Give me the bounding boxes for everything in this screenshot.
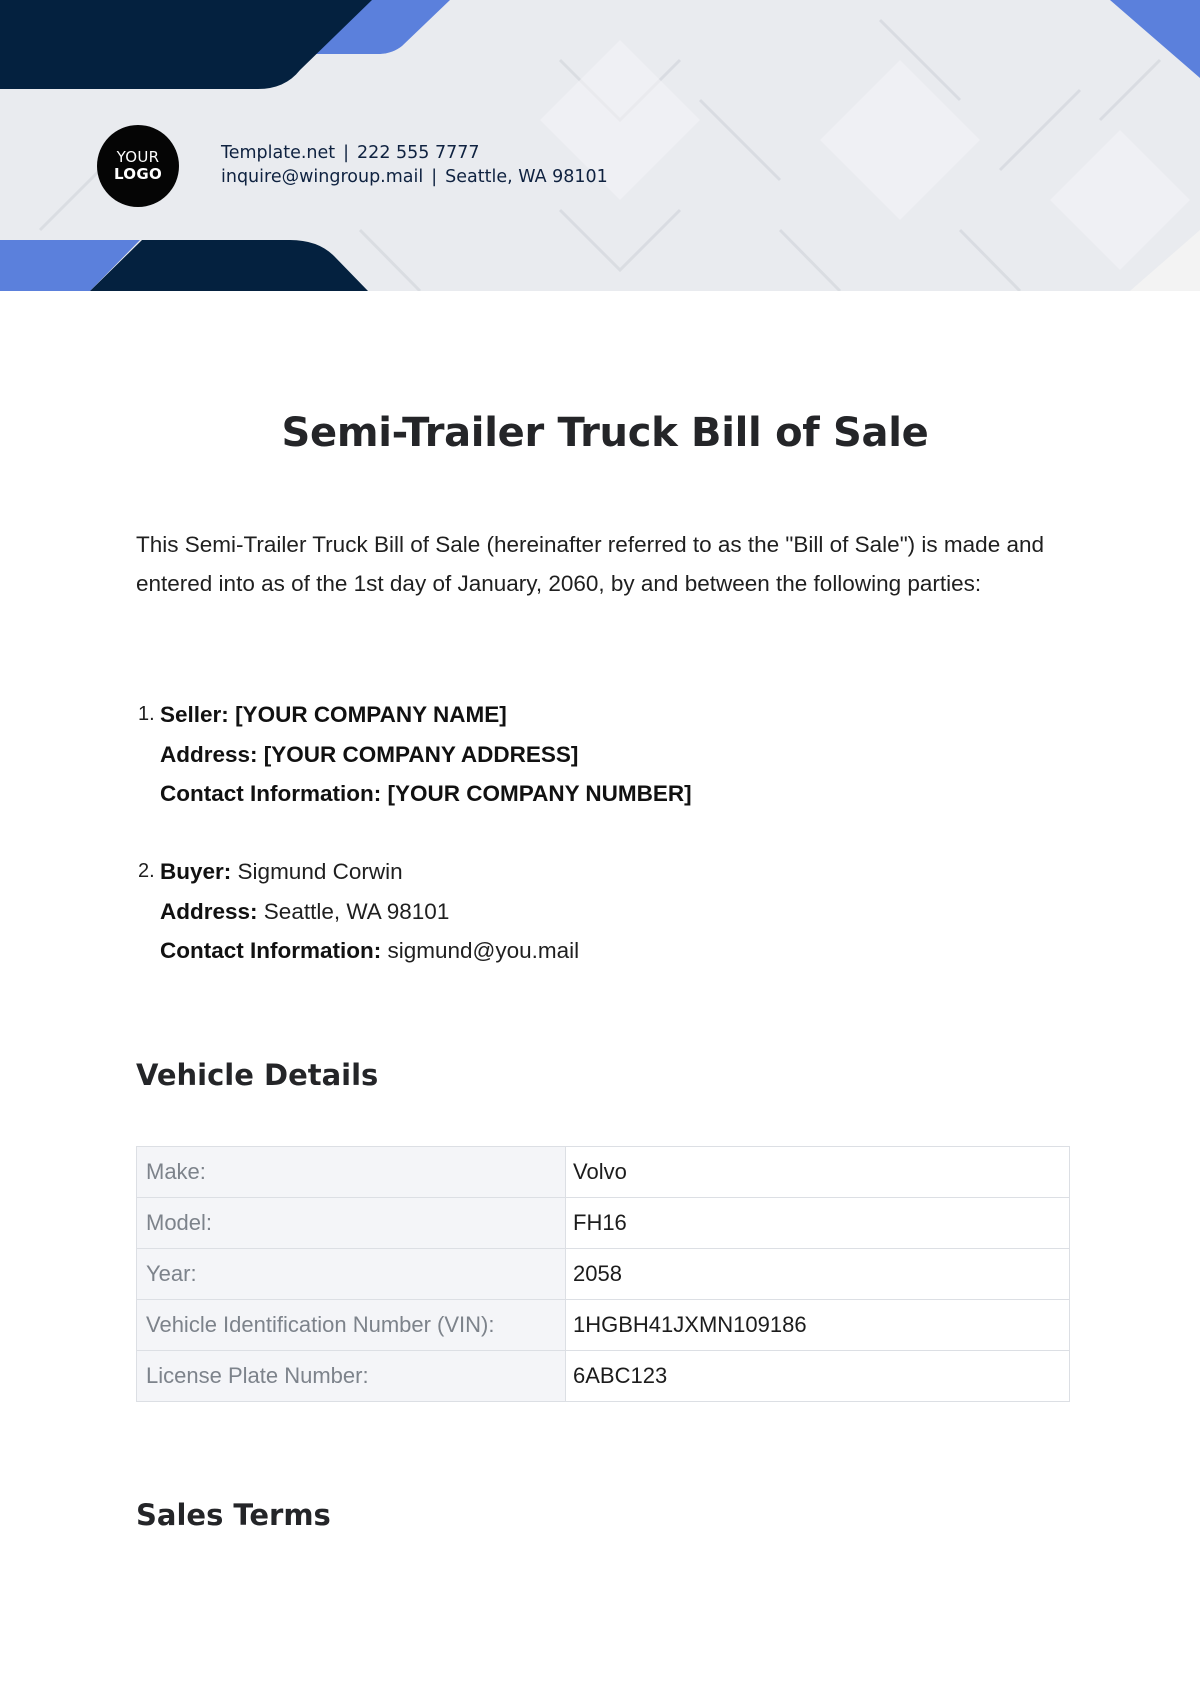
seller-value: [YOUR COMPANY NAME] bbox=[235, 702, 507, 727]
row-value: FH16 bbox=[566, 1198, 1070, 1249]
seller-contact-value: [YOUR COMPANY NUMBER] bbox=[387, 781, 692, 806]
buyer-address-line bbox=[160, 892, 1036, 932]
buyer-value: Sigmund Corwin bbox=[237, 859, 403, 884]
row-value: Volvo bbox=[566, 1147, 1070, 1198]
email-text: inquire@wingroup.mail bbox=[221, 167, 424, 187]
row-label: Model: bbox=[137, 1198, 566, 1249]
buyer-contact-value: sigmund@you.mail bbox=[387, 938, 580, 963]
seller-label: Seller: bbox=[160, 702, 229, 727]
contact-line-1 bbox=[221, 141, 608, 165]
buyer-contact-line bbox=[160, 931, 1036, 971]
seller-line bbox=[160, 695, 1036, 735]
row-value: 6ABC123 bbox=[566, 1351, 1070, 1402]
address-text: Seattle, WA 98101 bbox=[445, 167, 608, 187]
table-row bbox=[137, 1351, 1070, 1402]
row-value: 1HGBH41JXMN109186 bbox=[566, 1300, 1070, 1351]
logo-line-1: YOUR bbox=[116, 148, 160, 166]
document-title: Semi-Trailer Truck Bill of Sale bbox=[281, 410, 929, 456]
table-row bbox=[137, 1147, 1070, 1198]
separator: | bbox=[343, 143, 350, 163]
buyer-address-value: Seattle, WA 98101 bbox=[263, 898, 450, 924]
company-logo bbox=[97, 125, 179, 207]
seller-contact-line bbox=[160, 774, 1036, 814]
contact-line-2 bbox=[221, 165, 608, 189]
website-text: Template.net bbox=[221, 143, 336, 163]
logo-line-2: LOGO bbox=[113, 165, 163, 183]
separator: | bbox=[431, 167, 438, 187]
phone-text: 222 555 7777 bbox=[357, 143, 480, 163]
row-label: Make: bbox=[137, 1147, 566, 1198]
buyer-line bbox=[160, 852, 1036, 892]
list-number: 1. bbox=[138, 703, 155, 725]
row-label: Vehicle Identification Number (VIN): bbox=[137, 1300, 566, 1351]
vehicle-details-table bbox=[136, 1146, 1070, 1402]
letterhead-header bbox=[0, 0, 1200, 291]
vehicle-details-heading: Vehicle Details bbox=[136, 1058, 379, 1092]
table-row bbox=[137, 1198, 1070, 1249]
table-row bbox=[137, 1300, 1070, 1351]
party-seller bbox=[136, 695, 1036, 814]
intro-paragraph: This Semi-Trailer Truck Bill of Sale (hereinafter referred to as the "Bill of Sale") is made and entered into as of the 1st day of January, 2060, by and between the following parties: bbox=[136, 532, 1044, 596]
buyer-contact-label: Contact Information: bbox=[160, 938, 382, 963]
list-number: 2. bbox=[138, 860, 155, 882]
row-label: Year: bbox=[137, 1249, 566, 1300]
buyer-address-label: Address: bbox=[160, 898, 258, 924]
seller-address-label: Address: bbox=[160, 741, 258, 767]
contact-block bbox=[221, 141, 608, 189]
buyer-label: Buyer: bbox=[160, 859, 232, 884]
row-label: License Plate Number: bbox=[137, 1351, 566, 1402]
seller-address-line bbox=[160, 735, 1036, 775]
row-value: 2058 bbox=[566, 1249, 1070, 1300]
table-row bbox=[137, 1249, 1070, 1300]
sales-terms-heading: Sales Terms bbox=[136, 1498, 331, 1532]
party-buyer bbox=[136, 852, 1036, 971]
seller-contact-label: Contact Information: bbox=[160, 781, 382, 806]
seller-address-value: [YOUR COMPANY ADDRESS] bbox=[263, 741, 579, 767]
